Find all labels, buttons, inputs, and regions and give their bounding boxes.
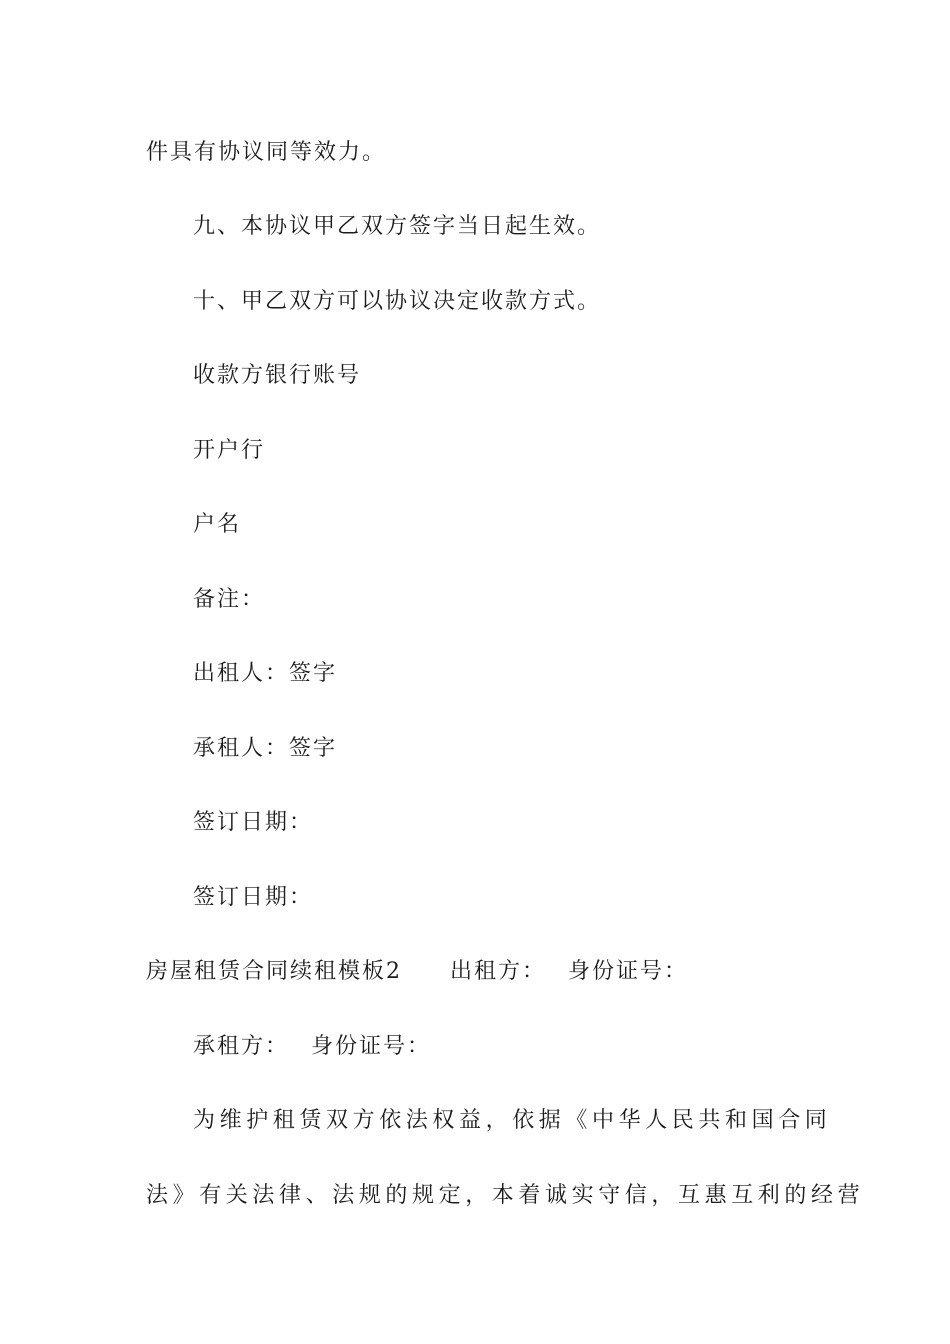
- lessor-label: 出租方：: [450, 959, 547, 984]
- text-line: 件具有协议同等效力。: [146, 140, 387, 165]
- lessee-label: 承租方：: [193, 1034, 290, 1059]
- bank-name-label: 开户行: [193, 438, 266, 463]
- account-name-label: 户名: [193, 512, 242, 537]
- remarks-label: 备注：: [193, 587, 266, 612]
- signing-date-label: 签订日期：: [193, 810, 314, 835]
- lessee-signature-label: 承租人：签字: [193, 736, 338, 761]
- signing-date-label: 签订日期：: [193, 885, 314, 910]
- lessor-id-label: 身份证号：: [568, 959, 689, 984]
- lessee-line: [193, 1032, 431, 1062]
- clause-ten: 十、甲乙双方可以协议决定收款方式。: [193, 289, 602, 314]
- paragraph-line: 法》有关法律、法规的规定，本着诚实守信，互惠互利的经营: [146, 1183, 865, 1208]
- lessee-id-label: 身份证号：: [311, 1034, 432, 1059]
- lessor-signature-label: 出租人：签字: [193, 661, 338, 686]
- template-heading: 房屋租赁合同续租模板2: [146, 959, 402, 984]
- bank-account-label: 收款方银行账号: [193, 363, 362, 388]
- paragraph-line: 为维护租赁双方依法权益，依据《中华人民共和国合同: [193, 1108, 832, 1133]
- clause-nine: 九、本协议甲乙双方签字当日起生效。: [193, 214, 602, 239]
- template-heading-line: [146, 957, 688, 987]
